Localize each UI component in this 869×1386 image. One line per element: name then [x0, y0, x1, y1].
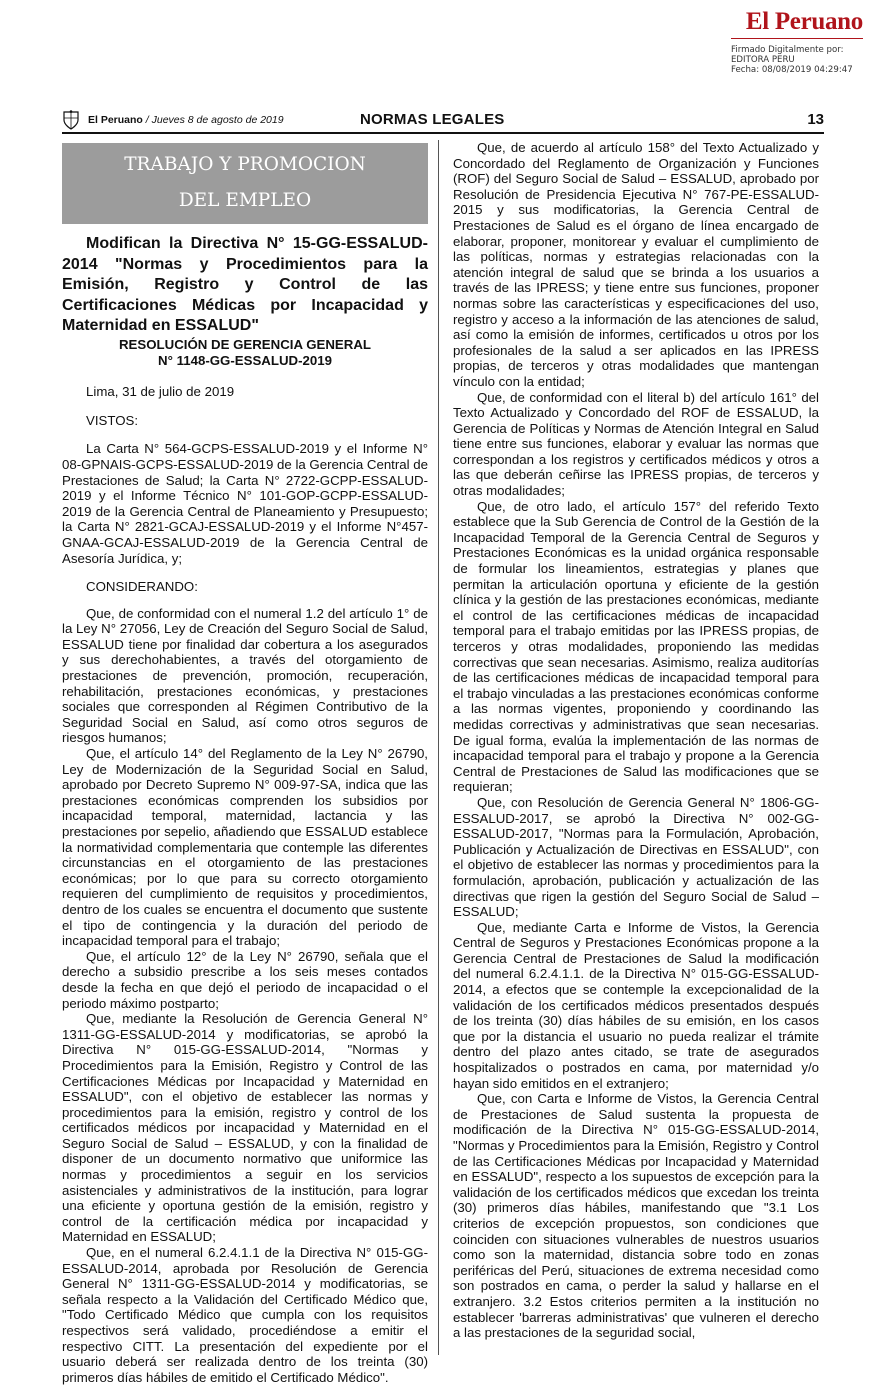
left-column [62, 140, 428, 1385]
brand-underline [731, 38, 863, 39]
digital-signature [731, 45, 853, 76]
signature-line: Fecha: 08/08/2019 04:29:47 [731, 65, 853, 76]
section-title-line: TRABAJO Y PROMOCION [124, 154, 366, 175]
body-paragraph: Que, en el numeral 6.2.4.1.1 de la Directiva N° 015-GG-ESSALUD-2014, aprobada por Resolución de Gerencia General N° 1311-GG-ESSALUD-2014 y modificatorias, se señala respecto a la Validación del Certificado Médico que, "Todo Certificado Médico que cumpla con los requisitos respectivos será validado, procediéndose a emitir el respectivo CITT. La presentación del expediente por el usuario deberá ser realizada dentro de los treinta (30) primeros días hábiles de emitido el Certificado Médico". [62, 1245, 428, 1385]
body-paragraph: Que, con Resolución de Gerencia General N° 1806-GG-ESSALUD-2017, se aprobó la Directiva N° 002-GG-ESSALUD-2017, "Normas para la Formulación, Aprobación, Publicación y Actualización de Directivas en ESSALUD", con el objetivo de establecer las normas y procedimientos para la formulación, aprobación, publicación y actualización de las directivas que rigen la gestión del Seguro Social de Salud – ESSALUD; [453, 794, 819, 920]
body-paragraph: Que, mediante Carta e Informe de Vistos, la Gerencia Central de Seguros y Prestaciones Económicas propone a la Gerencia Central de Prestaciones de Salud la modificación del numeral 6.2.4.1.1. de la Directiva N° 015-GG-ESSALUD-2014, a efectos que se contemple la excepcionalidad de la validación de los certificados médicos presentados después de los treinta (30) días hábiles de su emisión, en los casos que por la distancia el usuario no pueda realizar el trámite dentro del plazo antes citado, se trate de asegurados hospitalizados o postrados en cama, por maternidad y/o hayan sido emitidos en el extranjero; [453, 919, 819, 1091]
body-paragraph: Que, de conformidad con el numeral 1.2 del artículo 1° de la Ley N° 27056, Ley de Creación del Seguro Social de Salud, ESSALUD tiene por finalidad dar cobertura a los asegurados y sus derechohabientes, a través del otorgamiento de prestaciones de prevención, promoción, recuperación, rehabilitación, prestaciones económicas, y prestaciones sociales que corresponden al Régimen Contributivo de la Seguridad Social en Salud, así como otros seguros de riesgos humanos; [62, 605, 428, 746]
header-publication-date [88, 114, 284, 126]
place-date: Lima, 31 de julio de 2019 [86, 384, 235, 400]
resolution-heading [62, 337, 428, 368]
resolution-line: RESOLUCIÓN DE GERENCIA GENERAL [118, 336, 371, 352]
header-publication: El Peruano [88, 114, 143, 126]
header-date: / Jueves 8 de agosto de 2019 [145, 114, 284, 126]
body-paragraph: Que, con Carta e Informe de Vistos, la Gerencia Central de Prestaciones de Salud sustenta la propuesta de modificación de la Directiva N° 015-GG-ESSALUD-2014, "Normas y Procedimientos para la Emisión, Registro y Control de las Certificaciones Médicas por Incapacidad y Maternidad en ESSALUD", respecto a los supuestos de excepción para la validación de los certificados médicos que excedan los treinta (30) primeros días hábiles, manifestando que "3.1 Los criterios de excepción propuestos, son condiciones que coinciden con situaciones vulnerables de nuestros usuarios como son la maternidad, distancia sobre todo en zonas periféricas del Perú, situaciones de extrema necesidad como son postrados en cama, o perder la salud y hallarse en el extranjero. 3.2 Estos criterios permiten a la institución no establecer 'barreras administrativas' que vulneren el derecho a las prestaciones de la seguridad social, [453, 1091, 819, 1341]
body-paragraph: Que, mediante la Resolución de Gerencia General N° 1311-GG-ESSALUD-2014 y modificatorias, se aprobó la Directiva N° 015-GG-ESSALUD-2014, "Normas y Procedimientos para la Emisión, Registro y Control de las Certificaciones Médicas por Incapacidad y Maternidad en ESSALUD", con el objetivo de establecer las normas y procedimientos para la emisión, registro y control de los certificados médicos por incapacidad y Maternidad en el Seguro Social de Salud – ESSALUD, y con la finalidad de disponer de un documento normativo que uniformice las normas y procedimientos a seguir en los servicios asistenciales y administrativos de la institución, para lograr una eficiente y oportuna gestión de la emisión, registro y control de la certificación médica por incapacidad y Maternidad en ESSALUD; [62, 1011, 428, 1245]
coat-of-arms-icon [62, 110, 80, 130]
section-title-box [62, 143, 428, 224]
header-section: NORMAS LEGALES [360, 111, 505, 128]
vistos-paragraph: La Carta N° 564-GCPS-ESSALUD-2019 y el Informe N° 08-GPNAIS-GCPS-ESSALUD-2019 de la Gerencia Central de Prestaciones de Salud; la Carta N° 2722-GCPP-ESSALUD-2019 y el Informe Técnico N° 101-GOP-GCPP-ESSALUD-2019 de la Gerencia Central de Planeamiento y Presupuesto; la Carta N° 2821-GCAJ-ESSALUD-2019 y el Informe N°457-GNAA-GCAJ-ESSALUD-2019 de la Gerencia Central de Asesoría Jurídica, y; [62, 441, 429, 566]
considerando-label: CONSIDERANDO: [86, 579, 198, 595]
header-rule [62, 132, 824, 134]
signature-line: Firmado Digitalmente por: [731, 45, 844, 55]
body-paragraph: Que, el artículo 14° del Reglamento de la Ley N° 26790, Ley de Modernización de la Seguridad Social en Salud, aprobado por Decreto Supremo N° 009-97-SA, indica que las prestaciones económicas comprenden los subsidios por incapacidad temporal, maternidad, lactancia y las prestaciones por sepelio, añadiendo que ESSALUD establece la normatividad complementaria que contemple las diferentes circunstancias en el otorgamiento de las prestaciones económicas; por lo que para su correcto otorgamiento requieren del cumplimiento de requisitos y procedimientos, dentro de los cuales se encuentra el documento que sustente el tipo de contingencia y la duración del periodo de incapacidad temporal para el trabajo; [62, 746, 428, 949]
vistos-label: VISTOS: [86, 412, 139, 428]
body-paragraph: Que, el artículo 12° de la Ley N° 26790, señala que el derecho a subsidio prescribe a los seis meses contados desde la fecha en que dejó el periodo de incapacidad o el periodo máximo postparto; [62, 948, 428, 1011]
resolution-number: N° 1148-GG-ESSALUD-2019 [158, 352, 332, 368]
page-number: 13 [807, 111, 824, 128]
column-divider [438, 140, 439, 1355]
section-title-line: DEL EMPLEO [178, 190, 312, 211]
body-paragraph: Que, de acuerdo al artículo 158° del Texto Actualizado y Concordado del Reglamento de Organización y Funciones (ROF) del Seguro Social de Salud – ESSALUD, aprobado por Resolución de Presidencia Ejecutiva N° 767-PE-ESSALUD-2015 y sus modificatorias, la Gerencia Central de Prestaciones de Salud es el órgano de línea encargado de elaborar, proponer, monitorear y evaluar el cumplimiento de las políticas, normas y estrategias relacionadas con la atención integral de salud que se brinda a los usuarios a través de las IPRESS; y tiene entre sus funciones, proponer normas sobre las características y especificaciones del uso, registro y acceso a la información de las atenciones de salud, así como la emisión de informes, certificados u otros por los profesionales de la salud a ser aplicados en las IPRESS propias, de terceros y otras modalidades que mantengan vínculo con la entidad; [453, 140, 819, 389]
document-title: Modifican la Directiva N° 15-GG-ESSALUD-2014 "Normas y Procedimientos para la Emisión, Registro y Control de las Certificaciones Médicas por Incapacidad y Maternidad en ESSALUD" [62, 235, 428, 335]
body-paragraph: Que, de otro lado, el artículo 157° del referido Texto establece que la Sub Gerencia de Control de la Gestión de la Incapacidad Temporal de la Gerencia Central de Seguros y Prestaciones Económicas es la unidad orgánica responsable de formular los lineamientos, estrategias y planes que permitan la articulación oportuna y eficiente de la gestión clínica y la gestión de las prestaciones económicas, mediante el control de las certificaciones médicas de incapacidad temporal para el trabajo emitidas por las IPRESS propias, de terceros y otras modalidades, proponiendo las medidas correctivas que sean necesarias. Asimismo, realiza auditorías de las certificaciones médicas de incapacidad temporal para el trabajo vinculadas a las prestaciones económicas conforme a las normas vigentes, proponiendo y coordinando las medidas correctivas y administrativas que sean necesarias. De igual forma, evalúa la implementación de las normas de incapacidad temporal para el trabajo y propone a la Gerencia Central de Prestaciones de Salud las modificaciones que se requieran; [453, 498, 819, 795]
signature-line: EDITORA PERU [731, 55, 795, 66]
right-column [453, 140, 819, 1341]
body-paragraph: Que, de conformidad con el literal b) del artículo 161° del Texto Actualizado y Concordado del ROF de ESSALUD, la Gerencia de Políticas y Normas de Atención Integral en Salud tiene entre sus funciones, elaborar y evaluar las normas que correspondan a los registros y certificados médicos y otros a las que deberán ceñirse las IPRESS propias, de terceros y otras modalidades; [453, 389, 819, 499]
page-header [62, 110, 824, 132]
brand-logo: El Peruano [745, 8, 863, 35]
